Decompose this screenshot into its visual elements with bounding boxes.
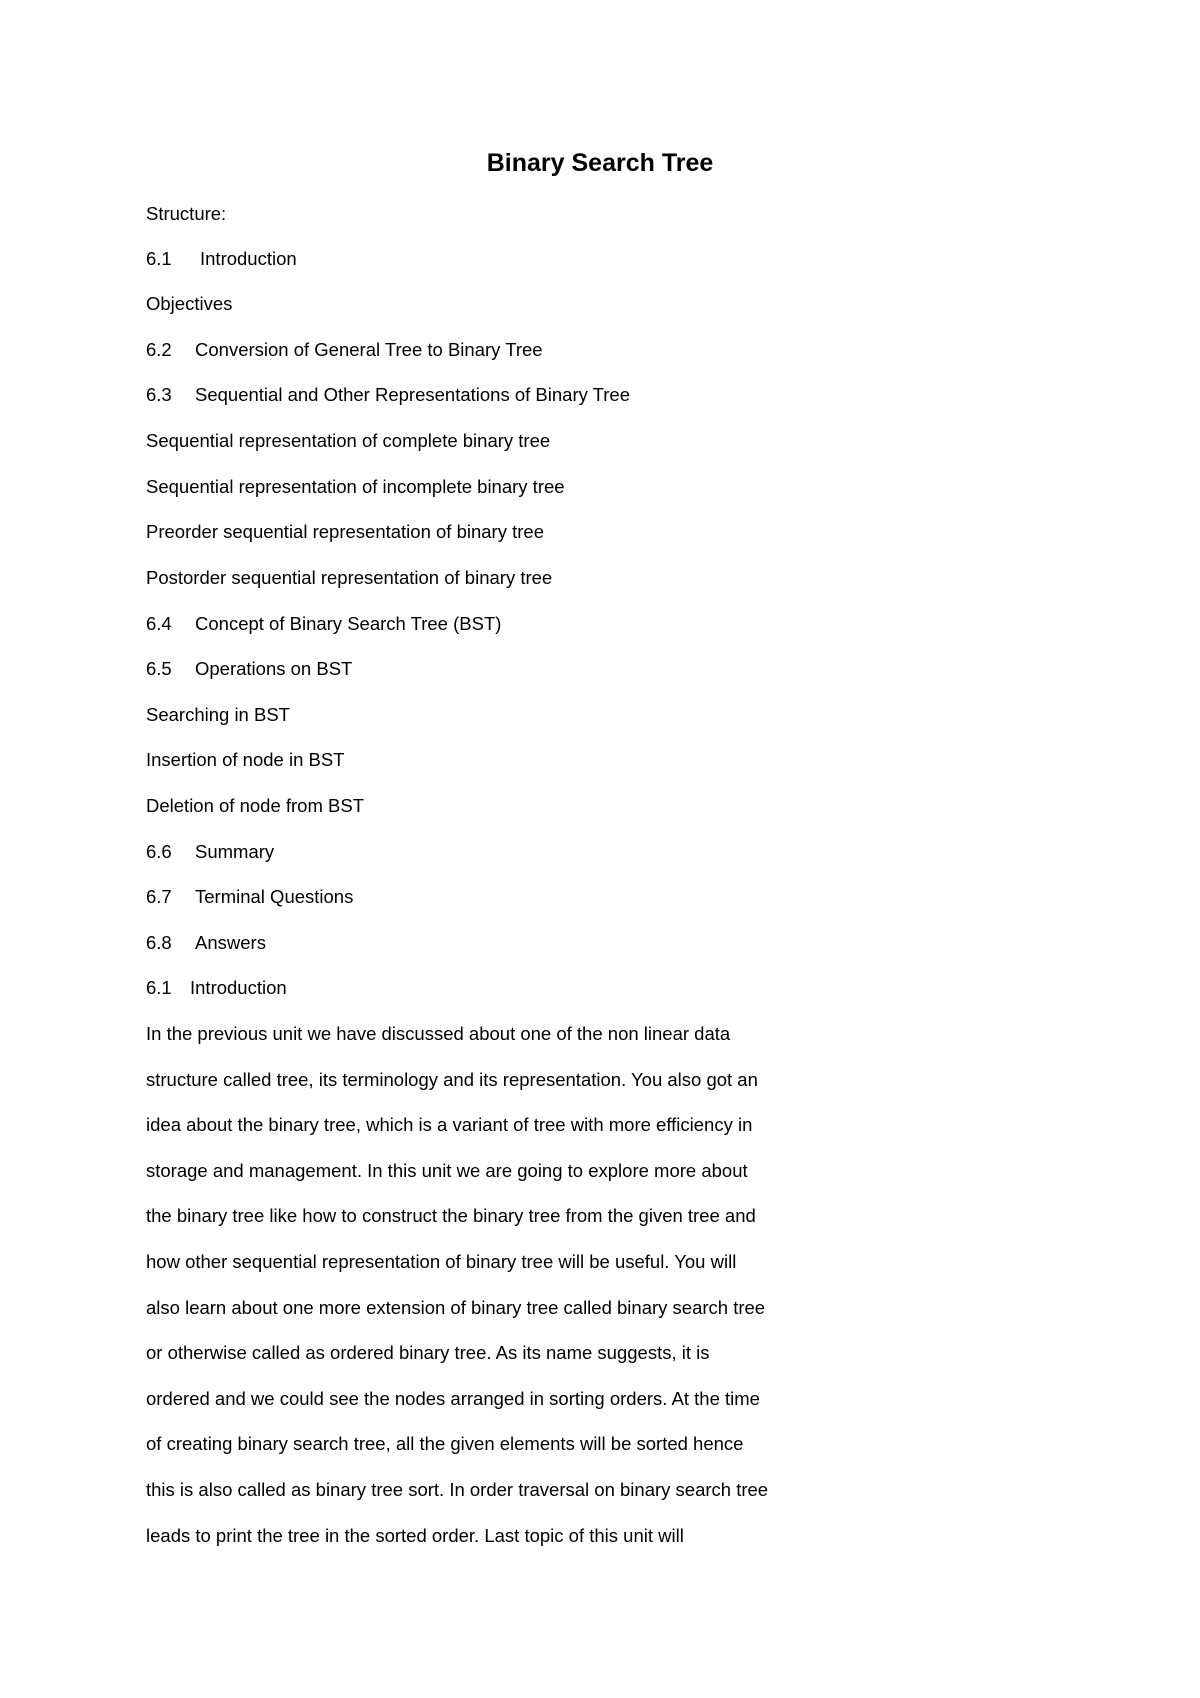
toc-item-6-3 bbox=[146, 382, 630, 408]
paragraph-line: also learn about one more extension of binary tree called binary search tree bbox=[146, 1297, 766, 1318]
toc-label: Insertion of node in BST bbox=[146, 749, 345, 770]
paragraph-line: leads to print the tree in the sorted order. Last topic of this unit will bbox=[146, 1525, 684, 1546]
paragraph-line: structure called tree, its terminology and its representation. You also got an bbox=[146, 1069, 758, 1090]
toc-item-6-2 bbox=[146, 337, 543, 363]
paragraph-line: storage and management. In this unit we are going to explore more about bbox=[146, 1160, 748, 1181]
toc-subitem bbox=[146, 474, 565, 500]
toc-item-6-6 bbox=[146, 839, 274, 865]
toc-label: Sequential and Other Representations of Binary Tree bbox=[195, 384, 631, 405]
toc-number: 6.2 bbox=[146, 339, 172, 360]
structure-label: Structure: bbox=[146, 203, 227, 224]
paragraph-line: idea about the binary tree, which is a variant of tree with more efficiency in bbox=[146, 1114, 753, 1135]
toc-label: Sequential representation of incomplete binary tree bbox=[146, 476, 565, 497]
toc-number: 6.3 bbox=[146, 384, 172, 405]
paragraph-line: the binary tree like how to construct the binary tree from the given tree and bbox=[146, 1205, 756, 1226]
toc-label: Introduction bbox=[200, 248, 297, 269]
toc-item-6-8 bbox=[146, 930, 266, 956]
section-heading-introduction bbox=[146, 975, 287, 1001]
toc-item-6-5 bbox=[146, 656, 352, 682]
toc-label: Concept of Binary Search Tree (BST) bbox=[195, 613, 502, 634]
toc-subitem bbox=[146, 565, 552, 591]
toc-item-objectives bbox=[146, 291, 232, 317]
toc-item-6-4 bbox=[146, 611, 501, 637]
toc-label: Searching in BST bbox=[146, 704, 290, 725]
toc-number: 6.4 bbox=[146, 613, 172, 634]
toc-number: 6.1 bbox=[146, 248, 172, 269]
toc-label: Operations on BST bbox=[195, 658, 353, 679]
toc-label: Conversion of General Tree to Binary Tree bbox=[195, 339, 543, 360]
section-number: 6.1 bbox=[146, 977, 172, 998]
section-label: Introduction bbox=[190, 977, 287, 998]
toc-subitem bbox=[146, 702, 290, 728]
toc-label: Sequential representation of complete binary tree bbox=[146, 430, 551, 451]
document-title: Binary Search Tree bbox=[486, 149, 714, 177]
toc-subitem bbox=[146, 428, 550, 454]
toc-label: Preorder sequential representation of binary tree bbox=[146, 521, 544, 542]
toc-label: Summary bbox=[195, 841, 275, 862]
paragraph-line: this is also called as binary tree sort. In order traversal on binary search tree bbox=[146, 1479, 769, 1500]
paragraph-line: or otherwise called as ordered binary tree. As its name suggests, it is bbox=[146, 1342, 710, 1363]
toc-item-6-7 bbox=[146, 884, 353, 910]
toc-label: Postorder sequential representation of binary tree bbox=[146, 567, 553, 588]
toc-label: Answers bbox=[195, 932, 266, 953]
toc-subitem bbox=[146, 793, 364, 819]
toc-number: 6.6 bbox=[146, 841, 172, 862]
paragraph-line: how other sequential representation of binary tree will be useful. You will bbox=[146, 1251, 737, 1272]
toc-item-6-1 bbox=[146, 246, 297, 272]
toc-label: Deletion of node from BST bbox=[146, 795, 364, 816]
toc-subitem bbox=[146, 519, 544, 545]
paragraph-line: In the previous unit we have discussed about one of the non linear data bbox=[146, 1023, 731, 1044]
toc-number: 6.5 bbox=[146, 658, 172, 679]
toc-subitem bbox=[146, 747, 344, 773]
paragraph-line: ordered and we could see the nodes arranged in sorting orders. At the time bbox=[146, 1388, 760, 1409]
toc-number: 6.8 bbox=[146, 932, 172, 953]
toc-number: 6.7 bbox=[146, 886, 172, 907]
paragraph-line: of creating binary search tree, all the given elements will be sorted hence bbox=[146, 1433, 744, 1454]
toc-label: Terminal Questions bbox=[195, 886, 354, 907]
toc-label: Objectives bbox=[146, 293, 233, 314]
